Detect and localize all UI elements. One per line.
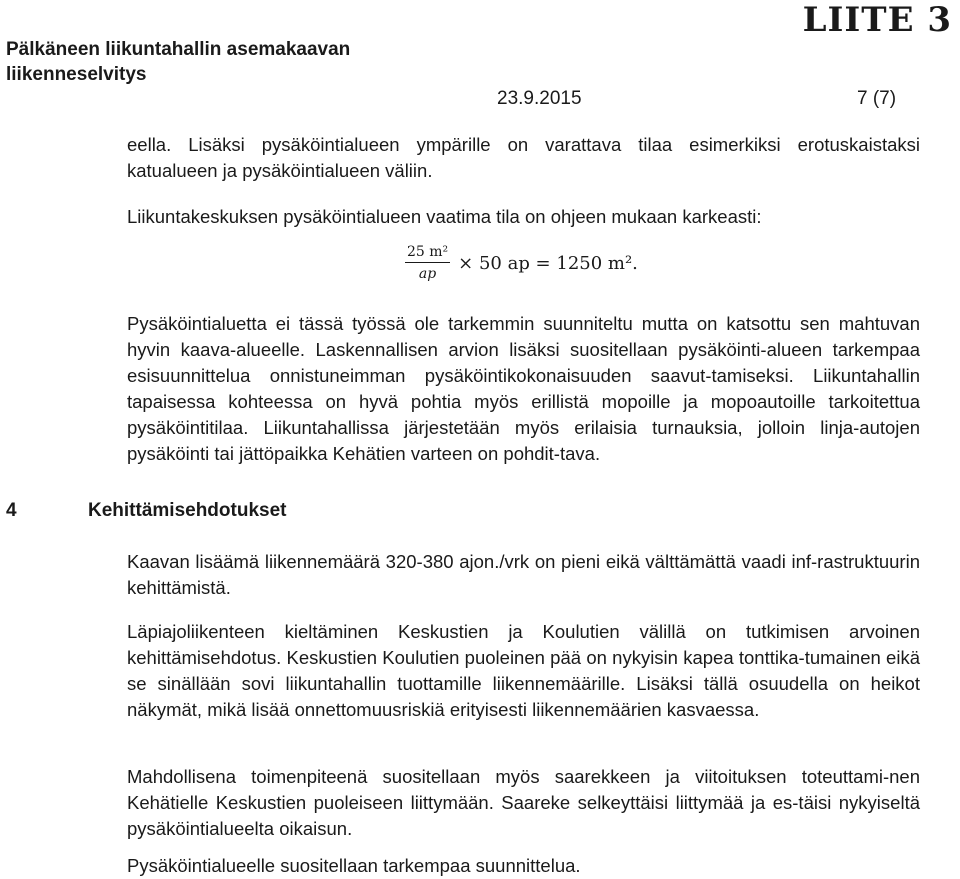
paragraph-parking: Pysäköintialuetta ei tässä työssä ole tarkemmin suunniteltu mutta on katsottu sen mahtuvan hyvin kaava-alueelle. Laskennallisen arvion lisäksi suositellaan pysäköinti-alueen tarkempaa esisuunnittelua onnistuneimman pysäköintikokonaisuuden saavut-tamiseksi. Liikuntahallin tapaisessa kohteessa on hyvä pohtia myös erillistä mopoille ja mopoautoille tarkoitettua pysäköintitilaa. Liikuntahallissa järjestetään myös erilaisia turnauksia, jolloin linja-autojen pysäköinti tai jättöpaikka Kehätien varteen on pohdit-tava. [127,313,920,464]
paragraph-intro-formula: Liikuntakeskuksen pysäköintialueen vaatima tila on ohjeen mukaan karkeasti: [127,206,762,227]
section-number: 4 [6,500,17,521]
paragraph-continuation: eella. Lisäksi pysäköintialueen ympärille on varattava tilaa esimerkiksi erotuskaistaksi katualueen ja pysäköintialueen väliin. [127,134,920,181]
page-number: 7 (7) [857,88,897,109]
formula-fraction [405,244,450,282]
appendix-label: LIITE 3 [802,0,952,40]
document-date: 23.9.2015 [497,88,582,109]
paragraph-traffic-volume: Kaavan lisäämä liikennemäärä 320-380 ajon./vrk on pieni eikä välttämättä vaadi inf-rastruktuurin kehittämistä. [127,551,920,598]
formula-expression: × 50 ap = 1250 m². [458,252,638,274]
document-title: Pälkäneen liikuntahallin asemakaavan liikenneselvitys [6,39,351,85]
paragraph-through-traffic: Läpiajoliikenteen kieltäminen Keskustien ja Koulutien välillä on tutkimisen arvoinen kehittämisehdotus. Keskustien Koulutien puoleinen pää on nykyisin kapea tonttika-tumainen eikä se sinällään sovi liikuntahallin tuottamille liikennemäärille. Lisäksi tällä osuudella on heikot näkymät, mikä lisää onnettomuusriskiä erityisesti liikennemäärien kasvaessa. [127,621,920,720]
formula-denominator: ap [418,266,437,282]
formula-numerator: 25 m² [405,244,450,263]
section-heading: Kehittämisehdotukset [88,500,287,521]
parking-area-formula [405,244,638,282]
paragraph-island: Mahdollisena toimenpiteenä suositellaan myös saarekkeen ja viitoituksen toteuttami-nen Kehätielle Keskustien puoleiseen liittymään. Saareke selkeyttäisi liittymää ja es-täisi nykyiseltä pysäköintialueelta oikaisun. [127,766,920,839]
paragraph-parking-planning: Pysäköintialueelle suositellaan tarkempaa suunnittelua. [127,855,581,876]
